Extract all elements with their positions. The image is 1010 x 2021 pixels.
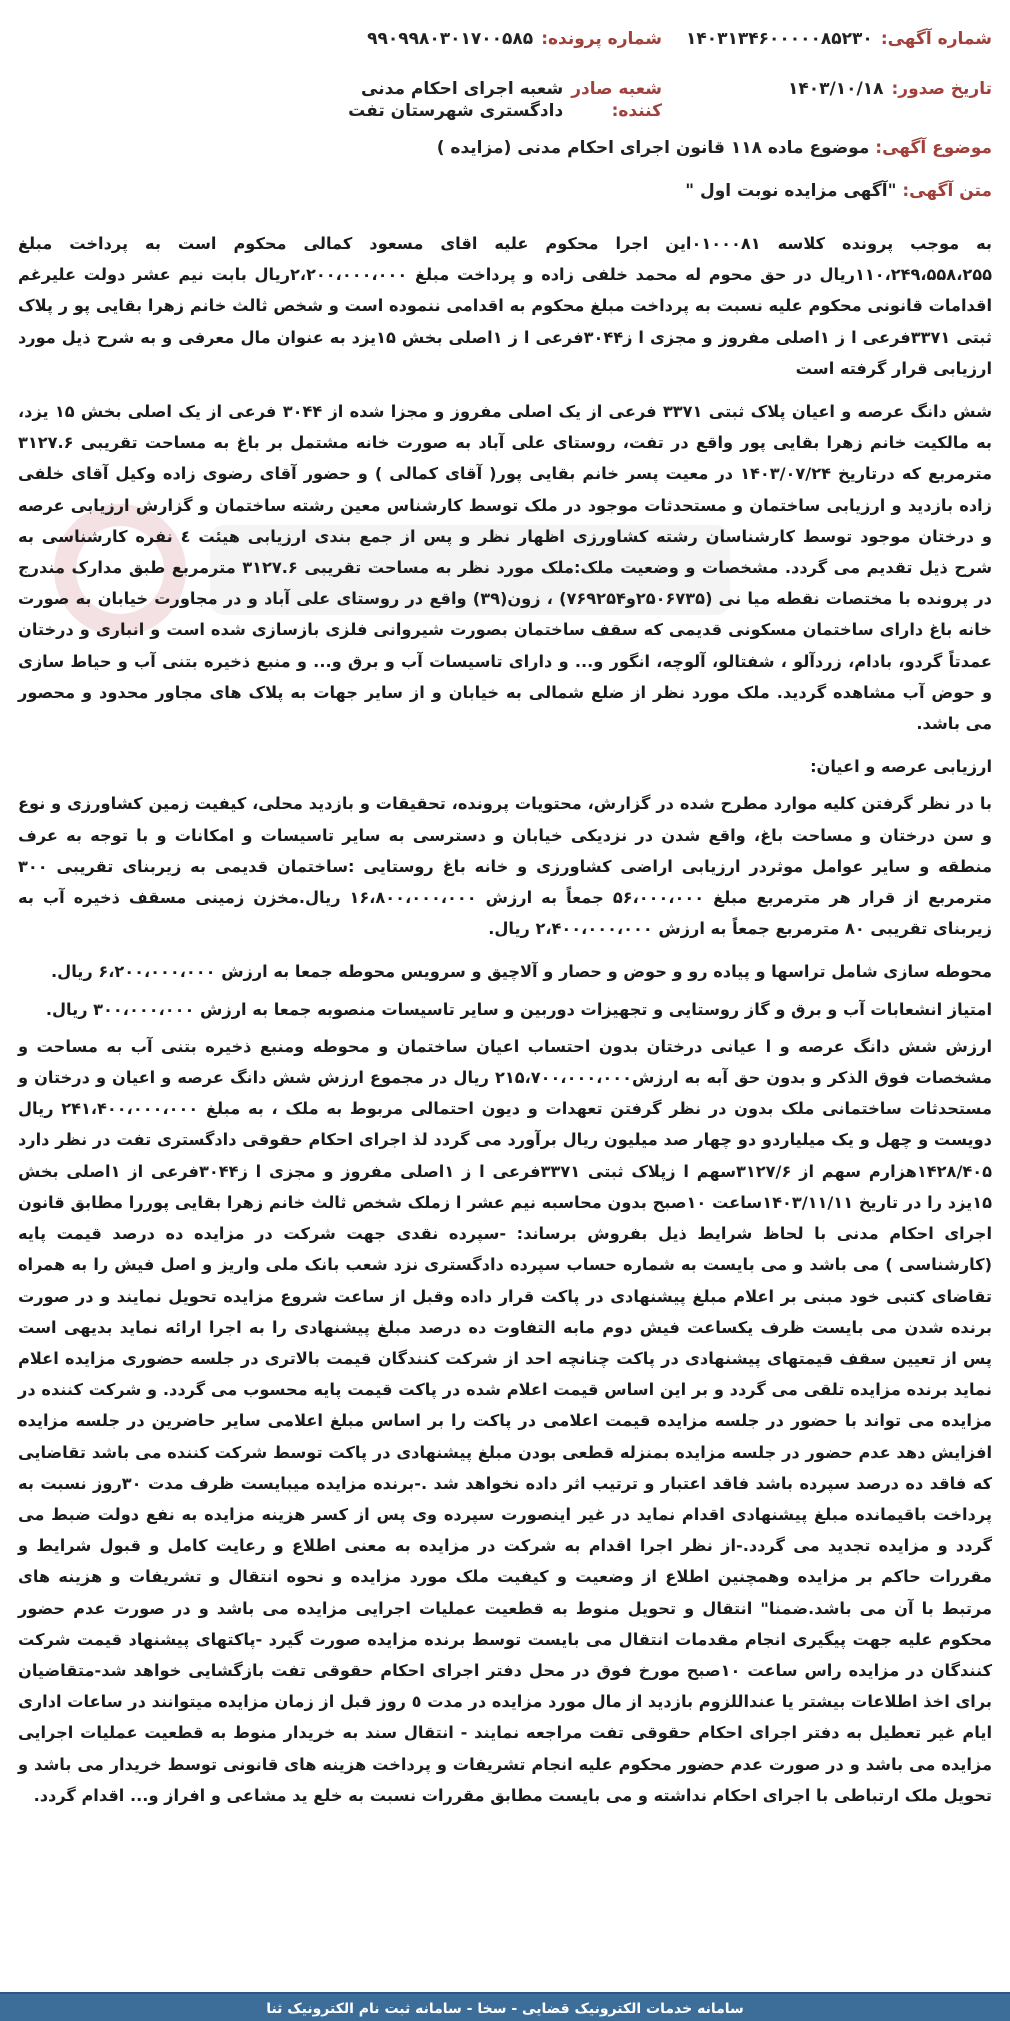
subject-label: موضوع آگهی:	[875, 138, 992, 158]
subject-value: موضوع ماده ۱۱۸ قانون اجرای احکام مدنی (مزایده )	[436, 138, 870, 158]
notice-text-heading	[18, 181, 992, 201]
paragraph-auction-terms: ارزش شش دانگ عرصه و ا عیانی درختان بدون احتساب اعیان ساختمان و محوطه ومنبع ذخیره بتنی آب به مساحت و مشخصات فوق الذکر و بدون حق آبه به ارزش۲۱۵،۷۰۰،۰۰۰،۰۰۰ ریال در مجموع ارزش شش دانگ عرصه و اعیان و درختان و مستحدثات ساختمانی ملک بدون در نظر گرفتن تعهدات و دیون احتمالی مربوط به ملک ، به مبلغ ۲۴۱،۴۰۰،۰۰۰،۰۰۰ ریال دویست و چهل و یک میلیاردو دو چهار صد میلیون ریال برآورد می گردد لذ اجرای احکام حقوقی دادگستری تفت در نظر دارد ۱۴۲۸/۴۰۵هزارم سهم از ۳۱۲۷/۶سهم ا زپلاک ثبتی ۳۳۷۱فرعی ا ز ۱اصلی مفروز و مجزی ا ز۳۰۴۴فرعی از ۱اصلی بخش ۱۵یزد را در تاریخ ۱۴۰۳/۱۱/۱۱ساعت ۱۰صبح بدون محاسبه نیم عشر ا زملک شخص ثالث خانم زهرا بقایی پوررا مطابق قانون اجرای احکام مدنی با لحاظ شرایط ذیل بفروش برساند: -سپرده نقدی جهت شرکت در مزایده ده درصد قیمت پایه (کارشناسی ) می باشد و می بایست به شماره حساب سپرده دادگستری نزد شعب بانک ملی واریز و اصل فیش را به همراه تقاضای کتبی خود مبنی بر اعلام مبلغ پیشنهادی در پاکت قرار داده وقبل از ساعت شروع مزایده تحویل نمایند و در صورت برنده شدن می بایست ظرف یکساعت فیش دوم مابه التفاوت ده درصد مبلغ پیشنهادی را به اجرا ارائه نماید بدیهی است پس از تعیین سقف قیمتهای پیشنهادی در پاکت چنانچه احد از شرکت کنندگان قیمت بالاتری در جلسه حضوری مزایده اعلام نماید برنده مزایده تلقی می گردد و بر این اساس قیمت اعلام شده در پاکت قیمت پایه محسوب می گردد. و شرکت کننده در مزایده می تواند با حضور در جلسه مزایده قیمت اعلامی در پاکت را بر اساس مبلغ اعلامی سایر حاضرین در جلسه مزایده افزایش دهد عدم حضور در جلسه مزایده بمنزله قطعی بودن مبلغ پیشنهادی در پاکت توسط شرکت کننده می باشد تقاضایی که فاقد ده درصد سپرده باشد فاقد اعتبار و ترتیب اثر داده نخواهد شد .-برنده مزایده میبایست ظرف مدت ۳۰روز نسبت به پرداخت باقیمانده مبلغ پیشنهادی اقدام نماید در غیر اینصورت سپرده وی پس از کسر هزینه مزایده به نفع دولت ضبط می گردد و مزایده تجدید می گردد.-از نظر اجرا اقدام به شرکت در مزایده به معنی اطلاع و رعایت کامل و قبول شرایط و مقررات حاکم بر مزایده وهمچنین اطلاع از وضعیت و کیفیت ملک مورد مزایده و نحوه انتقال و تشریفات و هزینه های مرتبط با آن می باشد.ضمنا" انتقال و تحویل منوط به قطعیت عملیات اجرایی مزایده می باشد و در صورت عدم حضور محکوم علیه جهت پیگیری انجام مقدمات انتقال می بایست توسط برنده مزایده صورت گیرد -پاکتهای پیشنهاد قیمت شرکت کنندگان در مزایده راس ساعت ۱۰صبح مورخ فوق در محل دفتر اجرای احکام حقوقی تفت بازگشایی خواهد شد-متقاضیان برای اخذ اطلاعات بیشتر یا عنداللزوم بازدید از مال مورد مزایده در مدت ٥ روز قبل از زمان مزایده میتوانند در ساعات اداری ایام غیر تعطیل به دفتر اجرای احکام حقوقی تفت مراجعه نمایند - انتقال سند به خریدار منوط به قطعیت عملیات اجرایی مزایده می باشد و در صورت عدم حضور محکوم علیه انجام تشریفات و پرداخت هزینه های قانونی توسط خریدار می باشد و تحویل ملک ارتباطی با اجرای احکام نداشته و می بایست مطابق مقررات نسبت به خلع ید مشاعی و افراز و... اقدام گردد.	[18, 1036, 993, 1805]
notice-text-label: متن آگهی:	[902, 181, 992, 201]
paragraph-property-description: شش دانگ عرصه و اعیان پلاک ثبتی ۳۳۷۱ فرعی از یک اصلی مفروز و مجزا شده از ۳۰۴۴ فرعی از یک اصلی بخش ۱۵ یزد، به مالکیت خانم زهرا بقایی پور واقع در تفت، روستای علی آباد به صورت خانه مشتمل بر باغ به مساحت تقریبی ۳۱۲۷.۶ مترمربع که درتاریخ ۱۴۰۳/۰۷/۲۴ در معیت پسر خانم بقایی پور( آقای کمالی ) و حضور آقای رضوی زاده وکیل آقای خلفی زاده بازدید و ارزیابی ساختمان و مستحدثات موجود در ملک توسط کارشناس معین رشته ساختمان و گزارش ارزیابی عرصه و درختان موجود توسط کارشناسان رشته کشاورزی اظهار نظر و پس از جمع بندی ارزیابی هیئت ٤ نفره کارشناسی به شرح ذیل تقدیم می گردد. مشخصات و وضعیت ملک:ملک مورد نظر به مساحت تقریبی ۳۱۲۷.۶ مترمربع طبق مدارک مندرج در پرونده با مختصات نقطه میا نی (۲۵۰۶۷۳۵و۷۶۹۲۵۴) ، زون(۳۹) واقع در روستای علی آباد و در مجاورت خیابان به صورت خانه باغ دارای ساختمان مسکونی قدیمی که سقف ساختمان بصورت شیروانی فلزی بازسازی شده است و انباری و درختان عمدتاً گردو، بادام، زردآلو ، شفتالو، آلوچه، انگور و... و دارای تاسیسات آب و برق و... و منبع ذخیره بتنی آب و حیاط سازی و حوض آب مشاهده گردید. ملک مورد نظر از ضلع شمالی به خیابان و از سایر جهات به پلاک های مجاور محدود و محصور می باشد.	[18, 402, 993, 734]
paragraph-utilities: امتیاز انشعابات آب و برق و گاز روستایی و تجهیزات دوربین و سایر تاسیسات منصوبه جمعا به ارزش ۳۰۰،۰۰۰،۰۰۰ ریال.	[45, 999, 992, 1019]
issuing-branch	[302, 78, 662, 122]
issue-date-value: ۱۴۰۳/۱۰/۱۸	[788, 79, 884, 99]
footer-bar	[0, 1992, 1010, 2021]
case-number	[302, 28, 662, 50]
paragraph-landscaping: محوطه سازی شامل تراسها و پیاده رو و حوض و حصار و آلاچیق و سرویس محوطه جمعا به ارزش ۶،۲۰۰،۰۰۰،۰۰۰ ریال.	[51, 962, 992, 982]
paragraph-intro: به موجب پرونده کلاسه ۰۱۰۰۰۸۱این اجرا محکوم علیه اقای مسعود کمالی محکوم است به پرداخت مبلغ ۱۱۰،۲۴۹،۵۵۸،۲۵۵ریال در حق محوم له محمد خلفی زاده و پرداخت مبلغ ۲،۲۰۰،۰۰۰،۰۰۰ریال بابت نیم عشر دولت علیرغم اقدامات قانونی محکوم علیه نسبت به پرداخت مبلغ محکوم به اقدامی ننموده است و شخص ثالث خانم زهرا بقایی پو ر پلاک ثبتی ۳۳۷۱فرعی ا ز ۱اصلی مفروز و مجزی ا ز۳۰۴۴فرعی ا ز ۱اصلی بخش ۱۵یزد به عنوان مال معرفی و به شرح ذیل مورد ارزیابی قرار گرفته است	[18, 234, 993, 378]
case-number-label: شماره پرونده:	[541, 29, 662, 49]
issue-date-label: تاریخ صدور:	[891, 79, 992, 99]
issuing-branch-label: شعبه صادر کننده:	[571, 79, 662, 121]
case-number-value: ۹۹۰۹۹۸۰۳۰۱۷۰۰۵۸۵	[367, 29, 534, 49]
notice-number	[662, 28, 992, 50]
notice-subject	[18, 138, 992, 158]
paragraph-valuation-heading: ارزیابی عرصه و اعیان:	[810, 757, 992, 777]
notice-body	[18, 228, 992, 1823]
paragraph-valuation-details: با در نظر گرفتن کلیه موارد مطرح شده در گزارش، محتویات پرونده، تحقیقات و بازدید محلی، کیفیت زمین کشاورزی و نوع و سن درختان و مساحت باغ، واقع شدن در نزدیکی خیابان و دسترسی به سایر تاسیسات و امکانات و با توجه به عرف منطقه و سایر عوامل موثردر ارزیابی اراضی کشاورزی و خانه باغ روستایی :ساختمان قدیمی به زیربنای تقریبی ۳۰۰ مترمربع از قرار هر مترمربع مبلغ ۵۶،۰۰۰،۰۰۰ جمعاً به ارزش ۱۶،۸۰۰،۰۰۰،۰۰۰ ریال.مخزن زمینی مسقف ذخیره آب به زیربنای تقریبی ۸۰ مترمربع جمعاً به ارزش ۲،۴۰۰،۰۰۰،۰۰۰ ریال.	[18, 794, 992, 939]
header-row-1	[18, 28, 992, 50]
notice-number-label: شماره آگهی:	[880, 29, 992, 49]
notice-number-value: ۱۴۰۳۱۳۴۶۰۰۰۰۰۸۵۲۳۰	[686, 29, 873, 49]
issue-date	[662, 78, 992, 122]
issuing-branch-value: شعبه اجرای احکام مدنی دادگستری شهرستان تفت	[348, 79, 564, 121]
footer-text: سامانه خدمات الکترونیک قضایی - سخا - سامانه ثبت نام الکترونیک ثنا	[266, 2001, 744, 2017]
notice-text-title: "آگهی مزایده نوبت اول "	[685, 181, 897, 201]
header-row-2	[18, 78, 992, 122]
